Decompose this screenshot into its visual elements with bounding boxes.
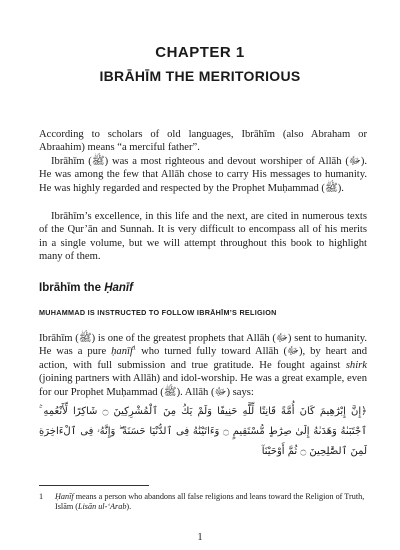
footnote-text-a: means a person who abandons all false religions and leans toward the Religion of Truth, Islām ( <box>55 492 365 512</box>
footnote <box>39 492 367 512</box>
footnote-source: Lisān ul-‘Arab <box>77 502 127 512</box>
footnote-divider <box>39 485 149 486</box>
section-heading-term: Ḥanīf <box>104 282 133 294</box>
chapter-title: IBRĀHĪM THE MERITORIOUS <box>99 68 301 84</box>
paragraph-hanif <box>39 332 367 399</box>
subsection-heading-prefix: MUHAMMAD IS INSTRUCTED TO FOLLOW <box>39 308 197 317</box>
subsection-heading-suffix: RELIGION <box>237 308 277 317</box>
paragraph-excellence: Ibrāhīm’s excellence, in this life and the next, are cited in numerous texts of the Qur’ān and Sunnah. It is very difficult to encompass all of his merits in a single volume, but we will attempt throughout this book to highlight many of them. <box>39 211 367 263</box>
subsection-heading <box>39 308 277 317</box>
footnote-text-b: ). <box>126 502 132 512</box>
footnote-reference[interactable]: 1 <box>132 344 137 352</box>
footnote-number: 1 <box>39 492 44 501</box>
p4-text-c: (joining partners with Allāh) and idol-worship. He was a great example, even for our Prophet Muḥammad (ﷺ). Allāh (ﷻ) says: <box>39 373 367 398</box>
p4-text-a: Ibrāhīm (ﷺ) is one of the greatest prophets that Allāh (ﷻ) sent to humanity. He was a pure <box>39 333 367 358</box>
quran-verse-arabic: ﴿إِنَّ إِبْرَٰهِيمَ كَانَ أُمَّةً قَانِتًا لِّلَّهِ حَنِيفًا وَلَمْ يَكُ مِنَ ٱلْمُشْرِكِينَ ۝ شَاكِرًا لِّأَنْعُمِهِ ۚ ٱجْتَبَىٰهُ وَهَدَىٰهُ إِلَىٰ صِرَٰطٍ مُّسْتَقِيمٍ ۝ وَءَاتَيْنَٰهُ فِى ٱلدُّنْيَا حَسَنَةً ۖ وَإِنَّهُۥ فِى ٱلْءَاخِرَةِ لَمِنَ ٱلصَّٰلِحِينَ ۝ ثُمَّ أَوْحَيْنَآ <box>39 406 367 457</box>
footnote-term: Ḥanīf <box>55 492 74 501</box>
chapter-number: CHAPTER 1 <box>155 44 245 61</box>
footnote-text <box>55 492 367 512</box>
p4-hanif-term: ḥanīf <box>111 346 133 358</box>
paragraph-intro: According to scholars of old languages, Ibrāhīm (also Abraham or Abraahim) means “a merciful father”. <box>39 129 367 154</box>
subsection-heading-name: IBRĀHĪM’S <box>196 308 238 317</box>
section-heading <box>39 282 133 294</box>
p4-text-b: who turned fully toward Allāh (ﷻ), by heart and action, with full submission and true gratitude. He fought against <box>39 346 368 371</box>
section-heading-prefix: Ibrāhīm the <box>39 282 105 294</box>
page-number: 1 <box>197 532 203 543</box>
p4-shirk-term: shirk <box>345 359 367 371</box>
paragraph-righteous: Ibrāhīm (ﷺ) was a most righteous and devout worshiper of Allāh (ﷻ). He was among the few that Allāh chose to carry His messages to humanity. He was highly regarded and respected by the Prophet Muḥammad (ﷺ). <box>39 156 368 194</box>
